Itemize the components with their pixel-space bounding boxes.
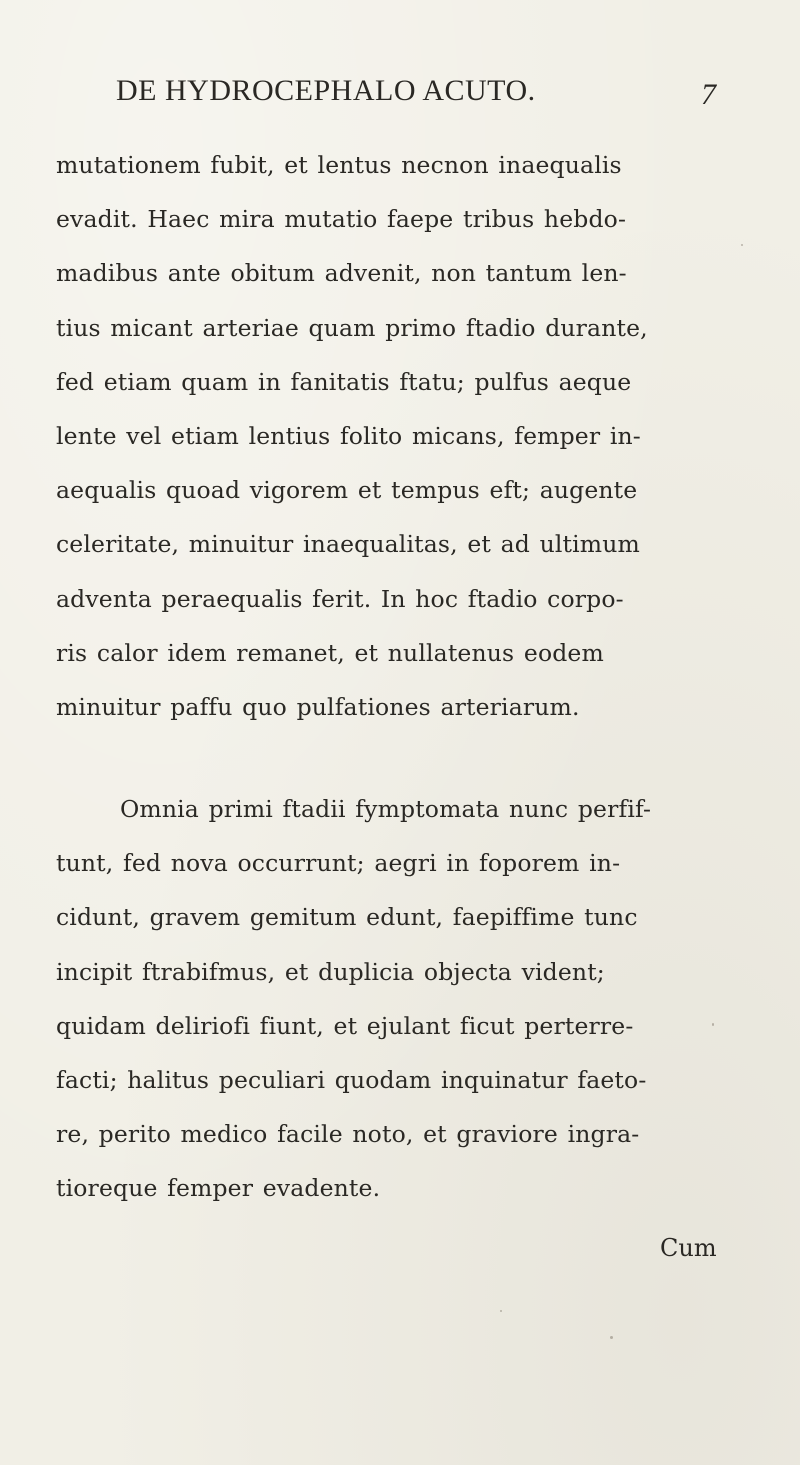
text-line: cidunt, gravem gemitum edunt, faepiffime tunc xyxy=(56,903,638,932)
running-head xyxy=(116,74,716,114)
text-line: aequalis quoad vigorem et tempus eft; augente xyxy=(56,476,638,505)
text-line: mutationem fubit, et lentus necnon inaequalis xyxy=(56,151,622,179)
text-line: facti; halitus peculiari quodam inquinatur faeto- xyxy=(56,1066,647,1094)
text-line: incipit ftrabifmus, et duplicia objecta vident; xyxy=(56,957,605,986)
paper-speck xyxy=(741,244,743,246)
text-line: tioreque femper evadente. xyxy=(56,1174,381,1203)
running-title: DE HYDROCEPHALO ACUTO. xyxy=(116,74,536,107)
text-line: evadit. Haec mira mutatio faepe tribus hebdo- xyxy=(56,205,627,234)
text-line: adventa peraequalis ferit. In hoc ftadio corpo- xyxy=(56,584,624,613)
body-text xyxy=(56,138,746,1216)
text-line: madibus ante obitum advenit, non tantum len- xyxy=(56,259,627,288)
paper-speck xyxy=(500,1310,502,1312)
text-line: re, perito medico facile noto, et graviore ingra- xyxy=(56,1120,640,1149)
paragraph-gap xyxy=(56,734,746,782)
paper-speck xyxy=(610,1336,613,1339)
text-line: ris calor idem remanet, et nullatenus eodem xyxy=(56,638,604,667)
paragraph-1 xyxy=(56,138,746,734)
catchword: Cum xyxy=(660,1234,717,1262)
text-line: celeritate, minuitur inaequalitas, et ad ultimum xyxy=(56,530,640,559)
paragraph-2 xyxy=(56,782,746,1216)
text-line: quidam deliriofi fiunt, et ejulant ficut perterre- xyxy=(56,1011,634,1040)
text-line: fed etiam quam in fanitatis ftatu; pulfus aeque xyxy=(56,367,632,396)
text-line: Omnia primi ftadii fymptomata nunc perfif- xyxy=(120,795,652,824)
text-line: tunt, fed nova occurrunt; aegri in foporem in- xyxy=(56,849,621,878)
text-line: minuitur paffu quo pulfationes arteriarum. xyxy=(56,692,580,721)
paper-speck xyxy=(712,1023,714,1026)
page-number: 7 xyxy=(701,78,716,111)
text-line: lente vel etiam lentius folito micans, femper in- xyxy=(56,421,641,450)
text-line: tius micant arteriae quam primo ftadio durante, xyxy=(56,313,648,342)
